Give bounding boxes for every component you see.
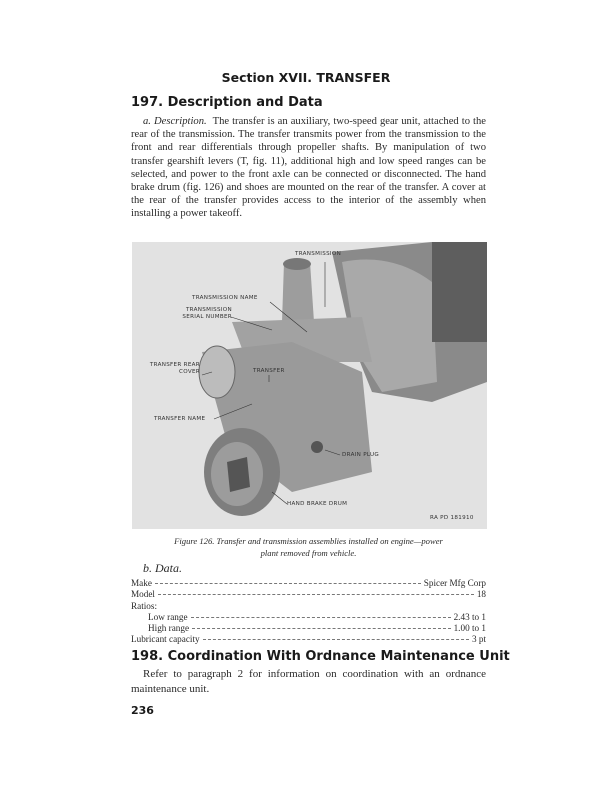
data-key: High range	[148, 623, 190, 634]
data-key: Model	[131, 589, 155, 600]
subparagraph-a-label: a. Description.	[143, 116, 207, 127]
label-transfer-rear-cover: TRANSFER REAR COVER	[149, 362, 200, 375]
label-transfer: TRANSFER	[253, 368, 285, 374]
photo-id: RA PD 181910	[430, 515, 474, 521]
data-row-model	[131, 589, 486, 600]
paragraph-197-body	[131, 115, 486, 221]
leader-dots	[158, 594, 474, 595]
subparagraph-a-text: The transfer is an auxiliary, two-speed gear unit, attached to the rear of the transmission. The transfer transmits power from the transmission to the front and rear differentials through propeller shafts. By manipulation of two transfer gearshift levers (T, fig. 11), additional high and low speed ranges can be selected, and power to the front axle can be connected or disconnected. The hand brake drum (fig. 126) and shoes are mounted on the rear of the transfer. A cover at the rear of the transfer provides access to the interior of the assembly when installing a power takeoff.	[131, 116, 486, 220]
data-key: Ratios:	[131, 600, 158, 611]
data-subheading: b. Data.	[143, 561, 182, 575]
label-transmission-serial-number: TRANSMISSION SERIAL NUMBER	[182, 307, 232, 320]
caption-line-2: plant removed from vehicle.	[260, 548, 357, 558]
paragraph-198-body	[131, 667, 486, 697]
leader-dots	[155, 583, 421, 584]
label-transfer-name: TRANSFER NAME	[154, 416, 206, 422]
data-row-make	[131, 578, 486, 589]
section-title: Section XVII. TRANSFER	[221, 70, 391, 85]
data-table	[131, 578, 486, 646]
paragraph-197-heading: 197. Description and Data	[131, 95, 323, 110]
data-value: 3 pt	[471, 634, 486, 645]
data-key: Lubricant capacity	[131, 634, 200, 645]
data-value: 2.43 to 1	[453, 611, 486, 622]
data-row-high-range	[131, 623, 486, 634]
figure-caption	[131, 535, 486, 559]
label-hand-brake-drum: HAND BRAKE DRUM	[287, 501, 348, 507]
label-drain-plug: DRAIN PLUG	[342, 452, 380, 458]
leader-dots	[192, 628, 451, 629]
leader-dots	[203, 639, 469, 640]
paragraph-198-text: Refer to paragraph 2 for information on coordination with an ordnance maintenance unit.	[131, 668, 486, 695]
page-number: 236	[131, 704, 154, 717]
data-value: 1.00 to 1	[453, 623, 486, 634]
engine-illustration	[132, 242, 487, 529]
leader-dots	[191, 617, 451, 618]
data-row-lubricant-capacity	[131, 634, 486, 645]
label-transmission: TRANSMISSION	[295, 251, 342, 257]
paragraph-198-heading: 198. Coordination With Ordnance Maintenance Unit	[131, 649, 510, 664]
figure-126-photo	[132, 242, 487, 529]
caption-line-1: Figure 126. Transfer and transmission assemblies installed on engine—power	[174, 536, 443, 546]
data-key: Make	[131, 578, 152, 588]
label-transmission-name: TRANSMISSION NAME	[192, 295, 258, 301]
data-key: Low range	[148, 611, 188, 622]
data-value: Spicer Mfg Corp	[423, 578, 486, 588]
data-row-low-range	[131, 612, 486, 623]
data-row-ratios	[131, 601, 486, 612]
data-value: 18	[476, 589, 486, 600]
